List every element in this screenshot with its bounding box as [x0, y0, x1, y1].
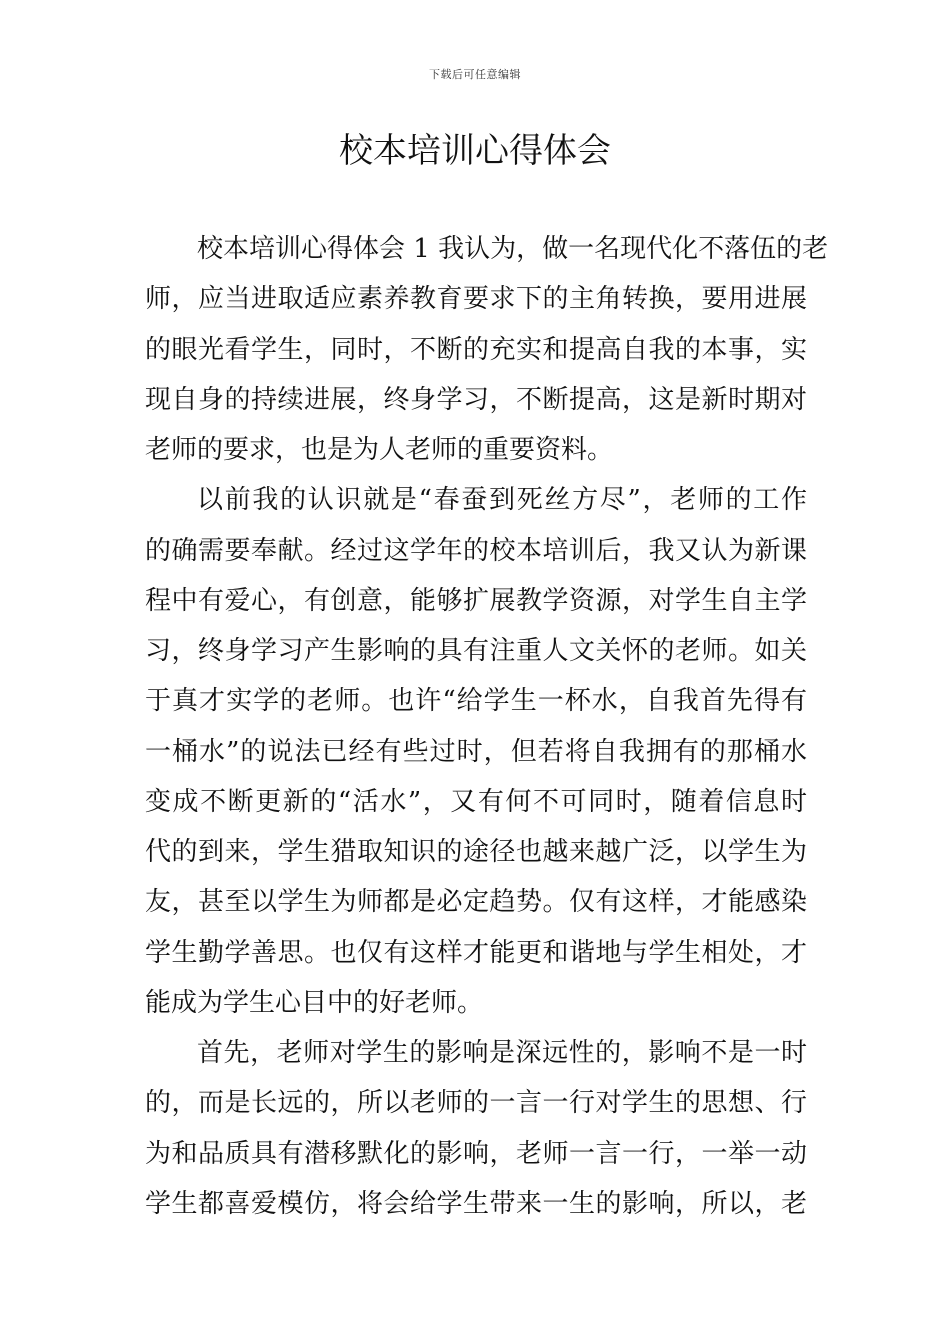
paragraph-2-line-11: 能成为学生心目中的好老师。	[145, 987, 484, 1018]
document-title: 校本培训心得体会	[339, 131, 611, 171]
paragraph-2-line-9: 友，甚至以学生为师都是必定趋势。仅有这样，才能感染	[145, 887, 807, 918]
paragraph-2-line-6: 一桶水”的说法已经有些过时，但若将自我拥有的那桶水	[145, 736, 807, 767]
paragraph-1-line-1: 校本培训心得体会 1 我认为，做一名现代化不落伍的老	[197, 234, 829, 264]
paragraph-3-line-4: 学生都喜爱模仿，将会给学生带来一生的影响，所以，老	[145, 1188, 807, 1219]
paragraph-2-line-10: 学生勤学善思。也仅有这样才能更和谐地与学生相处，才	[145, 937, 807, 968]
paragraph-2-line-4: 习，终身学习产生影响的具有注重人文关怀的老师。如关	[145, 636, 807, 666]
paragraph-3-line-2: 的，而是长远的，所以老师的一言一行对学生的思想、行	[145, 1088, 807, 1119]
paragraph-3-line-1: 首先，老师对学生的影响是深远性的，影响不是一时	[197, 1038, 807, 1068]
paragraph-2-line-2: 的确需要奉献。经过这学年的校本培训后，我又认为新课	[145, 535, 807, 566]
document-body	[145, 224, 829, 1229]
paragraph-2-line-5: 于真才实学的老师。也许“给学生一杯水，自我首先得有	[145, 686, 807, 717]
paragraph-2-line-8: 代的到来，学生猎取知识的途径也越来越广泛，以学生为	[145, 837, 807, 867]
paragraph-1-line-2: 师，应当进取适应素养教育要求下的主角转换，要用进展	[145, 284, 807, 315]
header-note: 下载后可任意编辑	[429, 68, 521, 81]
paragraph-2-line-3: 程中有爱心，有创意，能够扩展教学资源，对学生自主学	[145, 585, 807, 616]
paragraph-1-line-3: 的眼光看学生，同时，不断的充实和提高自我的本事，实	[145, 334, 807, 365]
paragraph-1-line-5: 老师的要求，也是为人老师的重要资料。	[145, 435, 614, 465]
paragraph-1-line-4: 现自身的持续进展，终身学习，不断提高，这是新时期对	[145, 384, 807, 415]
paragraph-2-line-7: 变成不断更新的“活水”，又有何不可同时，随着信息时	[145, 786, 807, 817]
paragraph-2-line-1: 以前我的认识就是“春蚕到死丝方尽”，老师的工作	[197, 485, 807, 516]
paragraph-3-line-3: 为和品质具有潜移默化的影响，老师一言一行，一举一动	[145, 1138, 807, 1169]
